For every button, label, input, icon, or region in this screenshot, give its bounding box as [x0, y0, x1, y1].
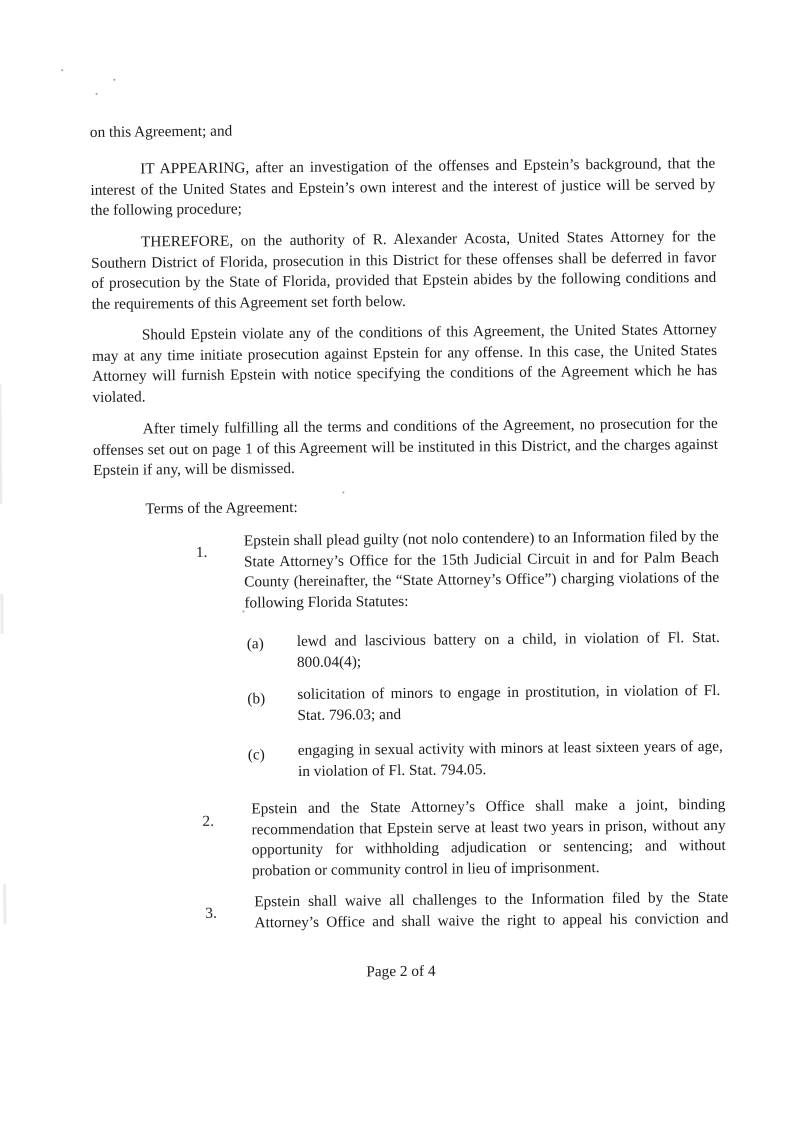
subitem-letter: (c) — [247, 746, 265, 764]
scan-speck — [113, 79, 115, 81]
term-line: Attorney’s Office and shall waive the right to appeal his conviction and — [254, 909, 729, 931]
subitem-b-text — [297, 681, 720, 726]
term-line: Epstein and the State Attorney’s Office shall make a joint, binding — [251, 795, 726, 818]
scan-speck — [342, 492, 344, 494]
scan-speck — [96, 93, 98, 95]
subitem-line: in violation of Fl. Stat. 794.05. — [297, 760, 487, 780]
paragraph-line: the following procedure; — [90, 200, 242, 219]
paragraph-line: Attorney will furnish Epstein with notice specifying the conditions of the Agreement which he has — [92, 361, 718, 385]
term-number: 3. — [205, 904, 217, 922]
term-line: Epstein shall plead guilty (not nolo contendere) to an Information filed by the — [243, 527, 719, 550]
paragraph-line: After timely fulfilling all the terms and conditions of the Agreement, no prosecution for the — [142, 414, 718, 438]
term-1-text — [244, 527, 720, 614]
scan-edge — [3, 884, 6, 924]
paragraph-line: THEREFORE, on the authority of R. Alexander Acosta, United States Attorney for the — [140, 227, 716, 251]
term-line: Epstein shall waive all challenges to the Information filed by the State — [254, 888, 729, 911]
term-line: probation or community control in lieu of imprisonment. — [251, 858, 600, 879]
paragraph-line: violated. — [92, 387, 146, 406]
subitem-c-text — [298, 737, 723, 782]
term-line: County (hereinafter, the “State Attorney’s Office”) charging violations of the — [244, 568, 720, 591]
paragraph-line: Should Epstein violate any of the conditions of this Agreement, the United States Attorney — [141, 320, 717, 344]
paragraph-line: IT APPEARING, after an investigation of the offenses and Epstein’s background, that the — [140, 154, 716, 178]
term-line: opportunity for withholding adjudication or sentencing; and without — [251, 836, 726, 859]
scan-speck — [61, 69, 63, 71]
paragraph-line: interest of the United States and Epstein’s own interest and the interest of justice will be served by — [90, 175, 716, 199]
paragraph-it-appearing — [90, 154, 716, 221]
paragraph-line: the requirements of this Agreement set forth below. — [91, 292, 406, 313]
paragraph-line: Epstein if any, will be dismissed. — [93, 460, 295, 479]
term-line: State Attorney’s Office for the 15th Judicial Circuit in and for Palm Beach — [243, 548, 720, 570]
paragraph-line: of prosecution by the State of Florida, provided that Epstein abides by the following conditions and — [91, 268, 717, 292]
intro-line: on this Agreement; and — [89, 122, 233, 141]
term-line: recommendation that Epstein serve at least two years in prison, without any — [251, 816, 726, 838]
term-line: following Florida Statutes: — [244, 592, 409, 611]
paragraph-fulfilling — [93, 414, 719, 481]
subitem-letter: (b) — [247, 690, 266, 708]
subitem-a-text — [297, 628, 720, 673]
subitem-line: solicitation of minors to engage in prostitution, in violation of Fl. — [297, 681, 721, 703]
paragraph-line: Southern District of Florida, prosecution in this District for these offenses shall be deferred in favor — [91, 248, 717, 272]
page-number-footer: Page 2 of 4 — [366, 962, 436, 981]
paragraph-therefore — [91, 227, 717, 315]
paragraph-line: offenses set out on page 1 of this Agreement will be instituted in this District, and the charges against — [92, 435, 718, 459]
scan-edge — [0, 594, 3, 634]
scan-edge — [0, 384, 2, 504]
paragraph-violation — [92, 320, 718, 408]
subitem-line: engaging in sexual activity with minors at least sixteen years of age, — [297, 737, 723, 759]
subitem-line: Stat. 796.03; and — [297, 705, 402, 724]
subitem-line: lewd and lascivious battery on a child, in violation of Fl. Stat. — [296, 628, 720, 650]
subitem-line: 800.04(4); — [296, 652, 362, 671]
term-number: 1. — [195, 543, 208, 561]
terms-heading: Terms of the Agreement: — [145, 498, 298, 518]
paragraph-line: may at any time initiate prosecution against Epstein for any offense. In this case, the United States — [91, 341, 718, 365]
subitem-letter: (a) — [246, 635, 264, 653]
term-2-text — [251, 795, 726, 882]
term-number: 2. — [202, 812, 215, 830]
term-3-text — [254, 888, 728, 934]
